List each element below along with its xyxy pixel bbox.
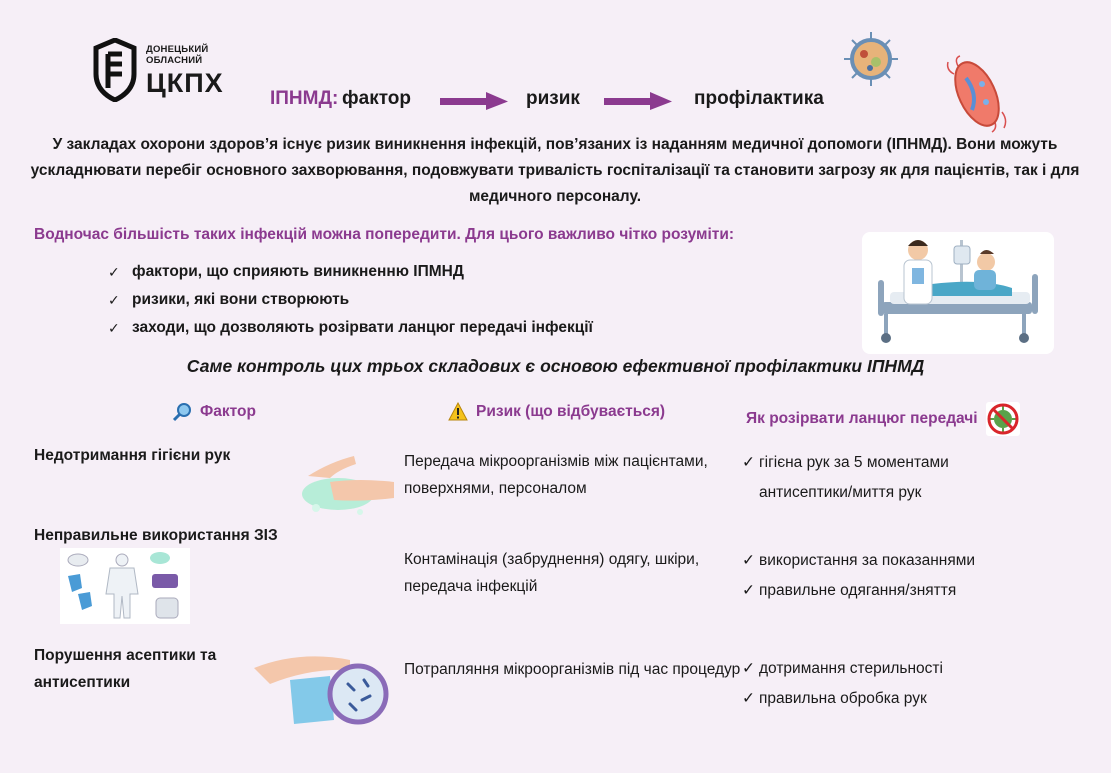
column-header-risk: Ризик (що відбувається) [448, 402, 665, 422]
title-step-risk: ризик [526, 88, 580, 109]
title-step-factor: фактор [342, 88, 411, 109]
logo-shield-icon [92, 38, 138, 102]
measure-item: ✓ використання за показаннями [742, 552, 976, 569]
risk-cell: Потрапляння мікроорганізмів під час процедур [404, 661, 741, 678]
risk-cell: Контамінація (забруднення) одягу, шкіри, передача інфекцій [404, 551, 700, 595]
emphasis-text: Саме контроль цих трьох складових є основою ефективної профілактики ІПНМД [186, 356, 925, 376]
no-virus-icon [986, 402, 1020, 436]
arrow-right-icon [604, 92, 672, 110]
logo [92, 38, 222, 104]
hospital-bed-illustration [862, 232, 1054, 354]
magnifier-icon [172, 402, 192, 422]
list-item: ✓ фактори, що сприяють виникненню ІПМНД [108, 262, 593, 290]
intro-paragraph: У закладах охорони здоров’я існує ризик виникнення інфекцій, пов’язаних із наданням медичної допомоги (ІПНМД). Вони можуть ускладнювати перебіг основного захворювання, подовжувати тривалість госпіталізації та становити загрозу як для пацієнтів, так і для медичного персоналу. [30, 136, 1080, 205]
logo-name: ЦКПХ [146, 68, 224, 98]
logo-subtitle: ДОНЕЦЬКИЙ ОБЛАСНИЙ [146, 44, 209, 66]
measure-item: ✓ гігієна рук за 5 моментами [742, 454, 949, 471]
lead-text: Водночас більшість таких інфекцій можна попередити. Для цього важливо чітко розуміти: [34, 226, 735, 243]
checkmark-icon: ✓ [742, 582, 755, 599]
bacterium-icon [944, 54, 1010, 134]
measure-item: ✓ правильне одягання/зняття [742, 582, 957, 599]
checkmark-icon: ✓ [108, 320, 120, 336]
measures-cell [742, 448, 949, 508]
warning-icon [448, 402, 468, 422]
title-prefix: ІПНМД: [270, 88, 339, 109]
checkmark-icon: ✓ [742, 690, 755, 707]
checkmark-icon: ✓ [742, 660, 755, 677]
checkmark-icon: ✓ [742, 454, 755, 471]
column-header-measures: Як розірвати ланцюг передачі [746, 402, 1020, 436]
list-item: ✓ заходи, що дозволяють розірвати ланцюг передачі інфекції [108, 318, 593, 346]
list-item: ✓ ризики, які вони створюють [108, 290, 593, 318]
ppe-illustration [60, 548, 190, 624]
factor-cell: Недотримання гігієни рук [34, 447, 231, 464]
antiseptic-illustration [250, 640, 390, 726]
measures-cell [742, 546, 975, 606]
bullet-list [108, 262, 593, 346]
checkmark-icon: ✓ [108, 292, 120, 308]
factor-cell: Порушення асептики та антисептики [34, 647, 217, 691]
measures-cell [742, 654, 943, 714]
arrow-right-icon [440, 92, 508, 110]
checkmark-icon: ✓ [108, 264, 120, 280]
factor-cell: Неправильне використання ЗІЗ [34, 527, 278, 544]
measure-item: антисептики/миття рук [759, 484, 922, 501]
checkmark-icon: ✓ [742, 552, 755, 569]
handwashing-illustration [290, 442, 396, 522]
measure-item: ✓ правильна обробка рук [742, 690, 927, 707]
column-header-factor: Фактор [172, 402, 256, 422]
title-step-prevention: профілактика [694, 88, 824, 109]
virus-icon [842, 30, 900, 88]
measure-item: ✓ дотримання стерильності [742, 660, 943, 677]
risk-cell: Передача мікроорганізмів між пацієнтами, поверхнями, персоналом [404, 453, 708, 497]
